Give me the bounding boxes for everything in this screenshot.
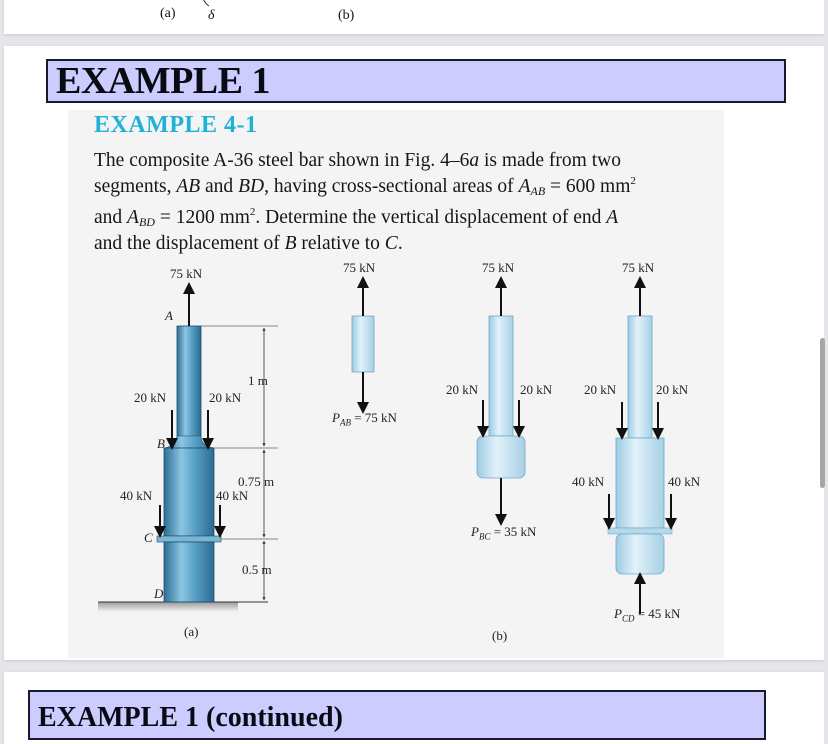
figure-b-fbd-ab [352, 282, 374, 408]
figure-drawing [68, 110, 724, 658]
fbd2-internal-force: $P_{BC} = 35$ kN [471, 524, 537, 542]
fig-a-load-75: 75 kN [170, 266, 203, 281]
fbd3-load-40-left: 40 kN [572, 474, 605, 489]
fig-b-caption: (b) [492, 628, 508, 643]
fig-a-point-D: D [154, 586, 164, 601]
fig-a-point-A: A [165, 308, 173, 323]
fig-a-dim-cd: 0.5 m [242, 562, 272, 577]
fbd3-load-20-right: 20 kN [656, 382, 689, 397]
caption-a: (a) [160, 6, 176, 21]
fig-a-dim-bc: 0.75 m [238, 474, 275, 489]
slide-banner: EXAMPLE 1 [46, 59, 786, 103]
fig-a-point-C: C [144, 530, 153, 545]
fig-a-point-B: B [157, 436, 165, 451]
slide-next[interactable] [4, 672, 824, 744]
slide-banner-continued: EXAMPLE 1 (continued) [28, 690, 766, 740]
delta-label: δ [208, 8, 215, 23]
problem-statement: The composite A-36 steel bar shown in Fig. 4–6a is made from two segments, AB and BD, having cross-sectional areas of $A_{AB} = 600$ $mm^2$ and $A_{BD} = 1200$ $mm^2$. Determine the vertical displacement of end A and the displacement of B relative to C. [94, 150, 636, 254]
fbd1-internal-force: $P_{AB} = 75$ kN [332, 410, 397, 428]
fbd2-load-20-left: 20 kN [446, 382, 479, 397]
caption-b: (b) [338, 8, 355, 23]
figure-b-fbd-bc [477, 282, 525, 520]
fbd3-load-75: 75 kN [622, 260, 655, 275]
vertical-scrollbar[interactable] [820, 0, 828, 744]
slide-current[interactable] [4, 46, 824, 660]
fig-a-dim-ab: 1 m [248, 373, 268, 388]
fbd2-load-20-right: 20 kN [520, 382, 553, 397]
fig-a-load-40-left: 40 kN [120, 488, 153, 503]
slide-previous[interactable] [4, 0, 824, 34]
example-title: EXAMPLE 4-1 [94, 112, 258, 138]
fig-a-caption: (a) [184, 624, 199, 639]
fbd3-load-20-left: 20 kN [584, 382, 617, 397]
fig-a-load-40-right: 40 kN [216, 488, 249, 503]
fig-a-load-20-right: 20 kN [209, 390, 242, 405]
fig-a-load-20-left: 20 kN [134, 390, 167, 405]
fbd3-internal-force: $P_{CD} = 45$ kN [614, 606, 681, 624]
fbd1-load-75: 75 kN [343, 260, 376, 275]
figure-b-fbd-cd [608, 282, 672, 614]
fbd2-load-75: 75 kN [482, 260, 515, 275]
textbook-example-panel [68, 110, 724, 658]
fbd3-load-40-right: 40 kN [668, 474, 701, 489]
delta-leader-line [200, 0, 212, 8]
scrollbar-thumb[interactable] [820, 338, 825, 488]
